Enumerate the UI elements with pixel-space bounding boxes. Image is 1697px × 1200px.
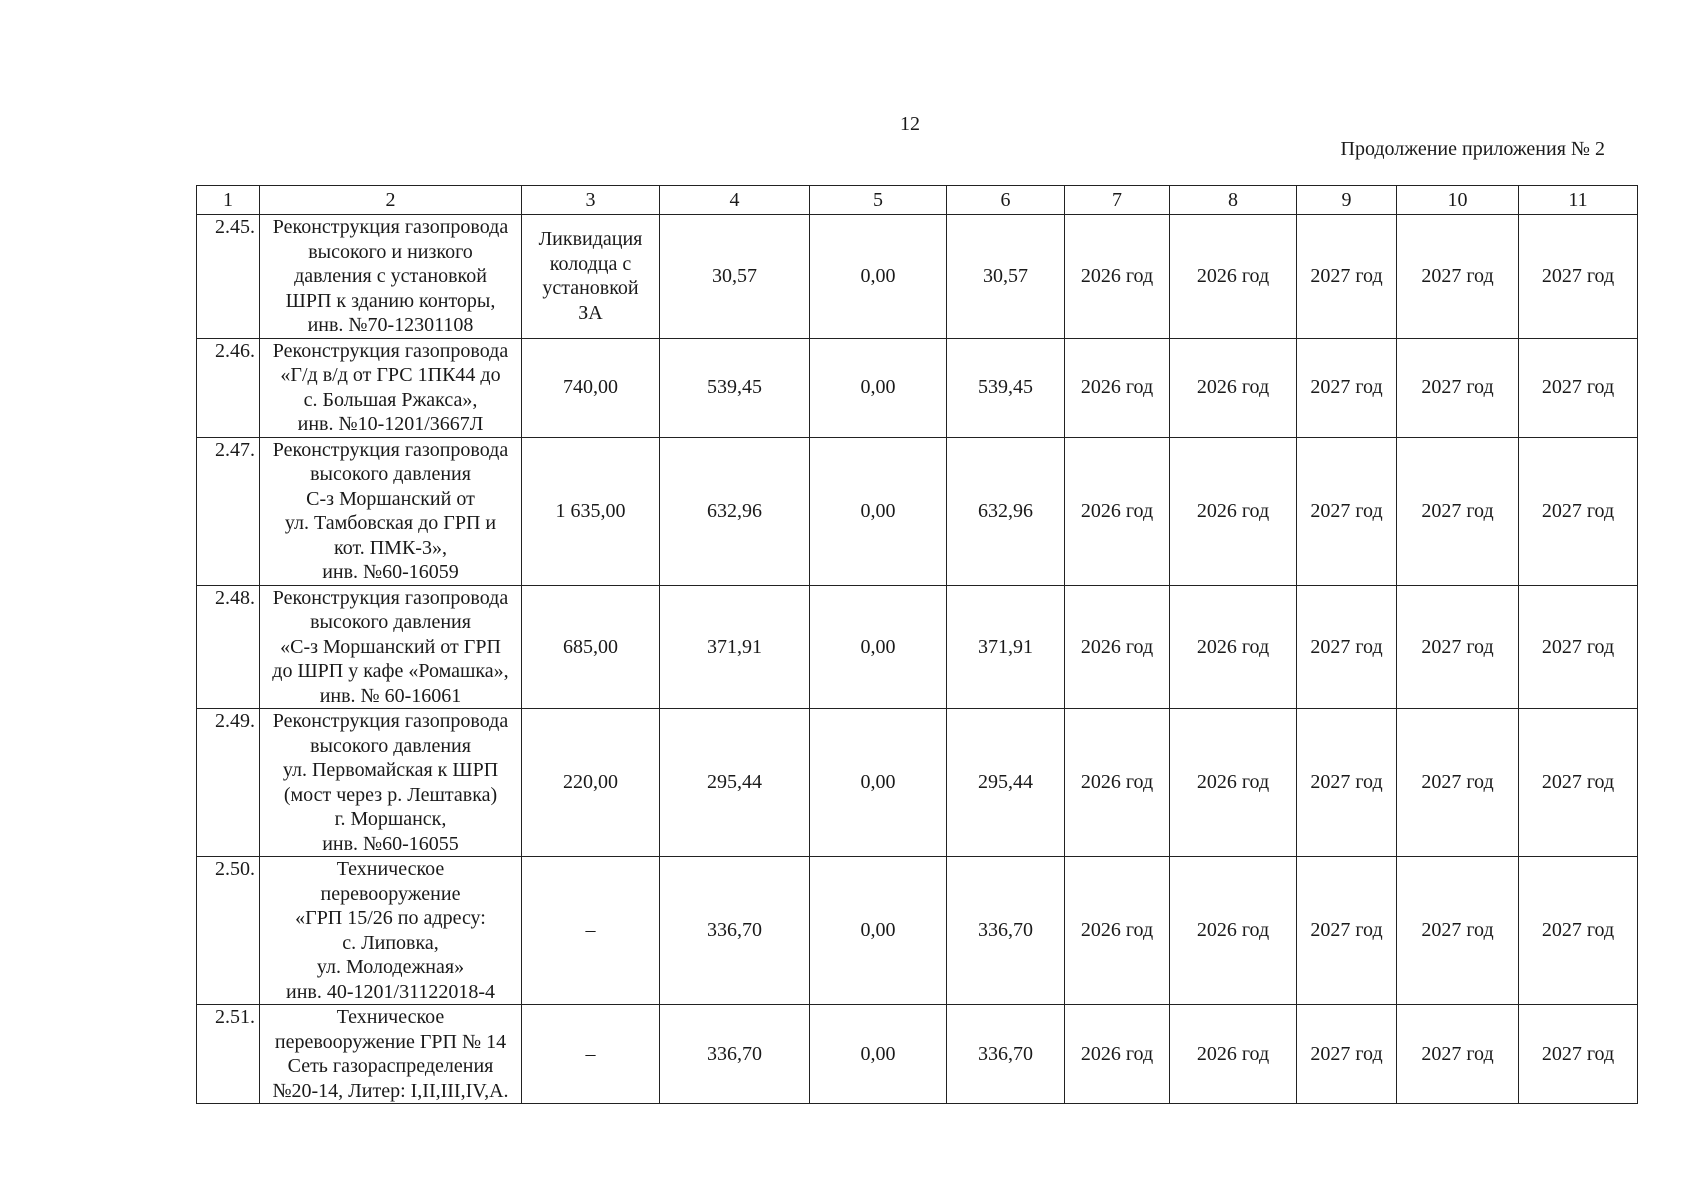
year-col7-cell: 2026 год bbox=[1065, 338, 1170, 437]
description-line: давления с установкой bbox=[294, 265, 487, 287]
description-line: высокого давления bbox=[310, 734, 471, 757]
col3-line: – bbox=[585, 1042, 596, 1065]
description-line: инв. №60-16055 bbox=[322, 832, 459, 855]
value-col5-cell: 0,00 bbox=[810, 215, 947, 339]
value-col4-cell: 371,91 bbox=[660, 585, 810, 709]
header-cell: 3 bbox=[522, 186, 660, 215]
description-line: инв. № 60-16061 bbox=[319, 684, 462, 707]
year-col10-cell: 2027 год bbox=[1397, 585, 1519, 709]
value-col6-cell: 336,70 bbox=[947, 1005, 1065, 1104]
year-col7-cell: 2026 год bbox=[1065, 437, 1170, 585]
col3-cell bbox=[522, 585, 660, 709]
table-header-row bbox=[197, 186, 1638, 215]
year-col9-cell: 2027 год bbox=[1297, 1005, 1397, 1104]
description-line: ШРП к зданию конторы, bbox=[285, 289, 496, 312]
header-cell: 5 bbox=[810, 186, 947, 215]
year-col8-cell: 2026 год bbox=[1170, 857, 1297, 1005]
header-cell: 1 bbox=[197, 186, 260, 215]
description-line: Реконструкция газопровода bbox=[272, 438, 509, 461]
header-cell: 2 bbox=[260, 186, 522, 215]
description-line: Сеть газораспределения bbox=[287, 1055, 494, 1077]
header-cell: 7 bbox=[1065, 186, 1170, 215]
year-col11-cell: 2027 год bbox=[1519, 857, 1638, 1005]
year-col8-cell: 2026 год bbox=[1170, 215, 1297, 339]
description-line: перевооружение bbox=[320, 882, 461, 905]
description-line: инв. 40-1201/31122018-4 bbox=[286, 980, 495, 1003]
year-col9-cell: 2027 год bbox=[1297, 437, 1397, 585]
table-row bbox=[197, 585, 1638, 709]
value-col6-cell: 295,44 bbox=[947, 709, 1065, 857]
description-line: ул. Первомайская к ШРП bbox=[282, 759, 499, 781]
description-cell bbox=[260, 338, 522, 437]
year-col10-cell: 2027 год bbox=[1397, 709, 1519, 857]
row-number-cell: 2.47. bbox=[197, 437, 260, 585]
description-line: Реконструкция газопровода bbox=[272, 216, 509, 238]
data-table bbox=[196, 185, 1638, 1104]
row-number-cell: 2.48. bbox=[197, 585, 260, 709]
col3-cell bbox=[522, 1005, 660, 1104]
year-col9-cell: 2027 год bbox=[1297, 585, 1397, 709]
col3-line: установкой bbox=[542, 277, 639, 300]
year-col9-cell: 2027 год bbox=[1297, 709, 1397, 857]
description-line: Реконструкция газопровода bbox=[272, 586, 509, 609]
description-line: инв. №10-1201/3667Л bbox=[297, 413, 484, 435]
col3-cell bbox=[522, 338, 660, 437]
description-line: ул. Тамбовская до ГРП и bbox=[284, 512, 497, 534]
table-row bbox=[197, 437, 1638, 585]
description-line: высокого давления bbox=[310, 463, 471, 485]
description-line: Техническое bbox=[336, 858, 445, 880]
row-number-cell: 2.46. bbox=[197, 338, 260, 437]
table-row bbox=[197, 338, 1638, 437]
description-line: «С-з Моршанский от ГРП bbox=[280, 635, 501, 658]
year-col7-cell: 2026 год bbox=[1065, 709, 1170, 857]
header-cell: 6 bbox=[947, 186, 1065, 215]
description-line: перевооружение ГРП № 14 bbox=[274, 1030, 507, 1053]
value-col6-cell: 30,57 bbox=[947, 215, 1065, 339]
description-line: высокого давления bbox=[310, 611, 471, 633]
col3-line: ЗА bbox=[578, 301, 603, 324]
description-cell bbox=[260, 709, 522, 857]
table-row bbox=[197, 857, 1638, 1005]
description-line: С-з Моршанский от bbox=[306, 487, 475, 510]
header-cell: 4 bbox=[660, 186, 810, 215]
header-cell: 8 bbox=[1170, 186, 1297, 215]
value-col5-cell: 0,00 bbox=[810, 857, 947, 1005]
description-line: инв. №60-16059 bbox=[322, 561, 459, 583]
description-cell bbox=[260, 585, 522, 709]
col3-line: 1 635,00 bbox=[555, 499, 626, 522]
value-col4-cell: 539,45 bbox=[660, 338, 810, 437]
description-line: с. Липовка, bbox=[342, 931, 439, 954]
row-number-cell: 2.49. bbox=[197, 709, 260, 857]
year-col10-cell: 2027 год bbox=[1397, 857, 1519, 1005]
description-cell bbox=[260, 215, 522, 339]
value-col6-cell: 371,91 bbox=[947, 585, 1065, 709]
year-col8-cell: 2026 год bbox=[1170, 585, 1297, 709]
description-line: №20-14, Литер: I,II,III,IV,A. bbox=[272, 1079, 509, 1102]
value-col5-cell: 0,00 bbox=[810, 437, 947, 585]
col3-cell bbox=[522, 215, 660, 339]
description-line: кот. ПМК-3», bbox=[334, 536, 447, 559]
header-cell: 10 bbox=[1397, 186, 1519, 215]
year-col8-cell: 2026 год bbox=[1170, 709, 1297, 857]
description-line: «Г/д в/д от ГРС 1ПК44 до bbox=[280, 364, 501, 386]
row-number-cell: 2.45. bbox=[197, 215, 260, 339]
description-line: «ГРП 15/26 по адресу: bbox=[295, 907, 486, 929]
value-col4-cell: 295,44 bbox=[660, 709, 810, 857]
description-line: с. Большая Ржакса», bbox=[303, 388, 478, 411]
description-cell bbox=[260, 1005, 522, 1104]
col3-line: 220,00 bbox=[563, 771, 618, 794]
year-col9-cell: 2027 год bbox=[1297, 338, 1397, 437]
year-col9-cell: 2027 год bbox=[1297, 857, 1397, 1005]
col3-line: 685,00 bbox=[563, 635, 618, 658]
col3-cell bbox=[522, 437, 660, 585]
year-col8-cell: 2026 год bbox=[1170, 1005, 1297, 1104]
description-line: инв. №70-12301108 bbox=[307, 314, 474, 336]
description-line: ул. Молодежная» bbox=[316, 956, 465, 978]
page-number: 12 bbox=[900, 113, 920, 135]
table-row bbox=[197, 1005, 1638, 1104]
col3-cell bbox=[522, 709, 660, 857]
description-cell bbox=[260, 857, 522, 1005]
row-number-cell: 2.50. bbox=[197, 857, 260, 1005]
year-col7-cell: 2026 год bbox=[1065, 857, 1170, 1005]
value-col6-cell: 336,70 bbox=[947, 857, 1065, 1005]
value-col6-cell: 539,45 bbox=[947, 338, 1065, 437]
year-col10-cell: 2027 год bbox=[1397, 1005, 1519, 1104]
year-col11-cell: 2027 год bbox=[1519, 585, 1638, 709]
year-col10-cell: 2027 год bbox=[1397, 437, 1519, 585]
year-col9-cell: 2027 год bbox=[1297, 215, 1397, 339]
description-line: высокого и низкого bbox=[308, 240, 473, 263]
table-row bbox=[197, 709, 1638, 857]
year-col7-cell: 2026 год bbox=[1065, 1005, 1170, 1104]
year-col11-cell: 2027 год bbox=[1519, 437, 1638, 585]
value-col4-cell: 336,70 bbox=[660, 857, 810, 1005]
col3-line: Ликвидация bbox=[538, 228, 643, 251]
value-col5-cell: 0,00 bbox=[810, 709, 947, 857]
year-col7-cell: 2026 год bbox=[1065, 585, 1170, 709]
year-col10-cell: 2027 год bbox=[1397, 338, 1519, 437]
value-col5-cell: 0,00 bbox=[810, 1005, 947, 1104]
year-col11-cell: 2027 год bbox=[1519, 338, 1638, 437]
col3-line: 740,00 bbox=[563, 376, 618, 399]
col3-line: колодца с bbox=[549, 252, 632, 275]
value-col4-cell: 336,70 bbox=[660, 1005, 810, 1104]
year-col10-cell: 2027 год bbox=[1397, 215, 1519, 339]
year-col8-cell: 2026 год bbox=[1170, 437, 1297, 585]
continuation-label: Продолжение приложения № 2 bbox=[1340, 138, 1605, 160]
value-col6-cell: 632,96 bbox=[947, 437, 1065, 585]
description-line: Техническое bbox=[336, 1006, 445, 1028]
value-col5-cell: 0,00 bbox=[810, 585, 947, 709]
header-cell: 9 bbox=[1297, 186, 1397, 215]
description-cell bbox=[260, 437, 522, 585]
col3-cell bbox=[522, 857, 660, 1005]
description-line: г. Моршанск, bbox=[334, 808, 447, 830]
value-col4-cell: 30,57 bbox=[660, 215, 810, 339]
description-line: Реконструкция газопровода bbox=[272, 710, 509, 732]
description-line: Реконструкция газопровода bbox=[272, 339, 509, 362]
year-col11-cell: 2027 год bbox=[1519, 215, 1638, 339]
year-col7-cell: 2026 год bbox=[1065, 215, 1170, 339]
year-col11-cell: 2027 год bbox=[1519, 1005, 1638, 1104]
row-number-cell: 2.51. bbox=[197, 1005, 260, 1104]
description-line: (мост через р. Лештавка) bbox=[283, 783, 498, 806]
year-col8-cell: 2026 год bbox=[1170, 338, 1297, 437]
value-col4-cell: 632,96 bbox=[660, 437, 810, 585]
table-row bbox=[197, 215, 1638, 339]
value-col5-cell: 0,00 bbox=[810, 338, 947, 437]
year-col11-cell: 2027 год bbox=[1519, 709, 1638, 857]
col3-line: – bbox=[585, 919, 596, 942]
description-line: до ШРП у кафе «Ромашка», bbox=[272, 660, 509, 682]
header-cell: 11 bbox=[1519, 186, 1638, 215]
